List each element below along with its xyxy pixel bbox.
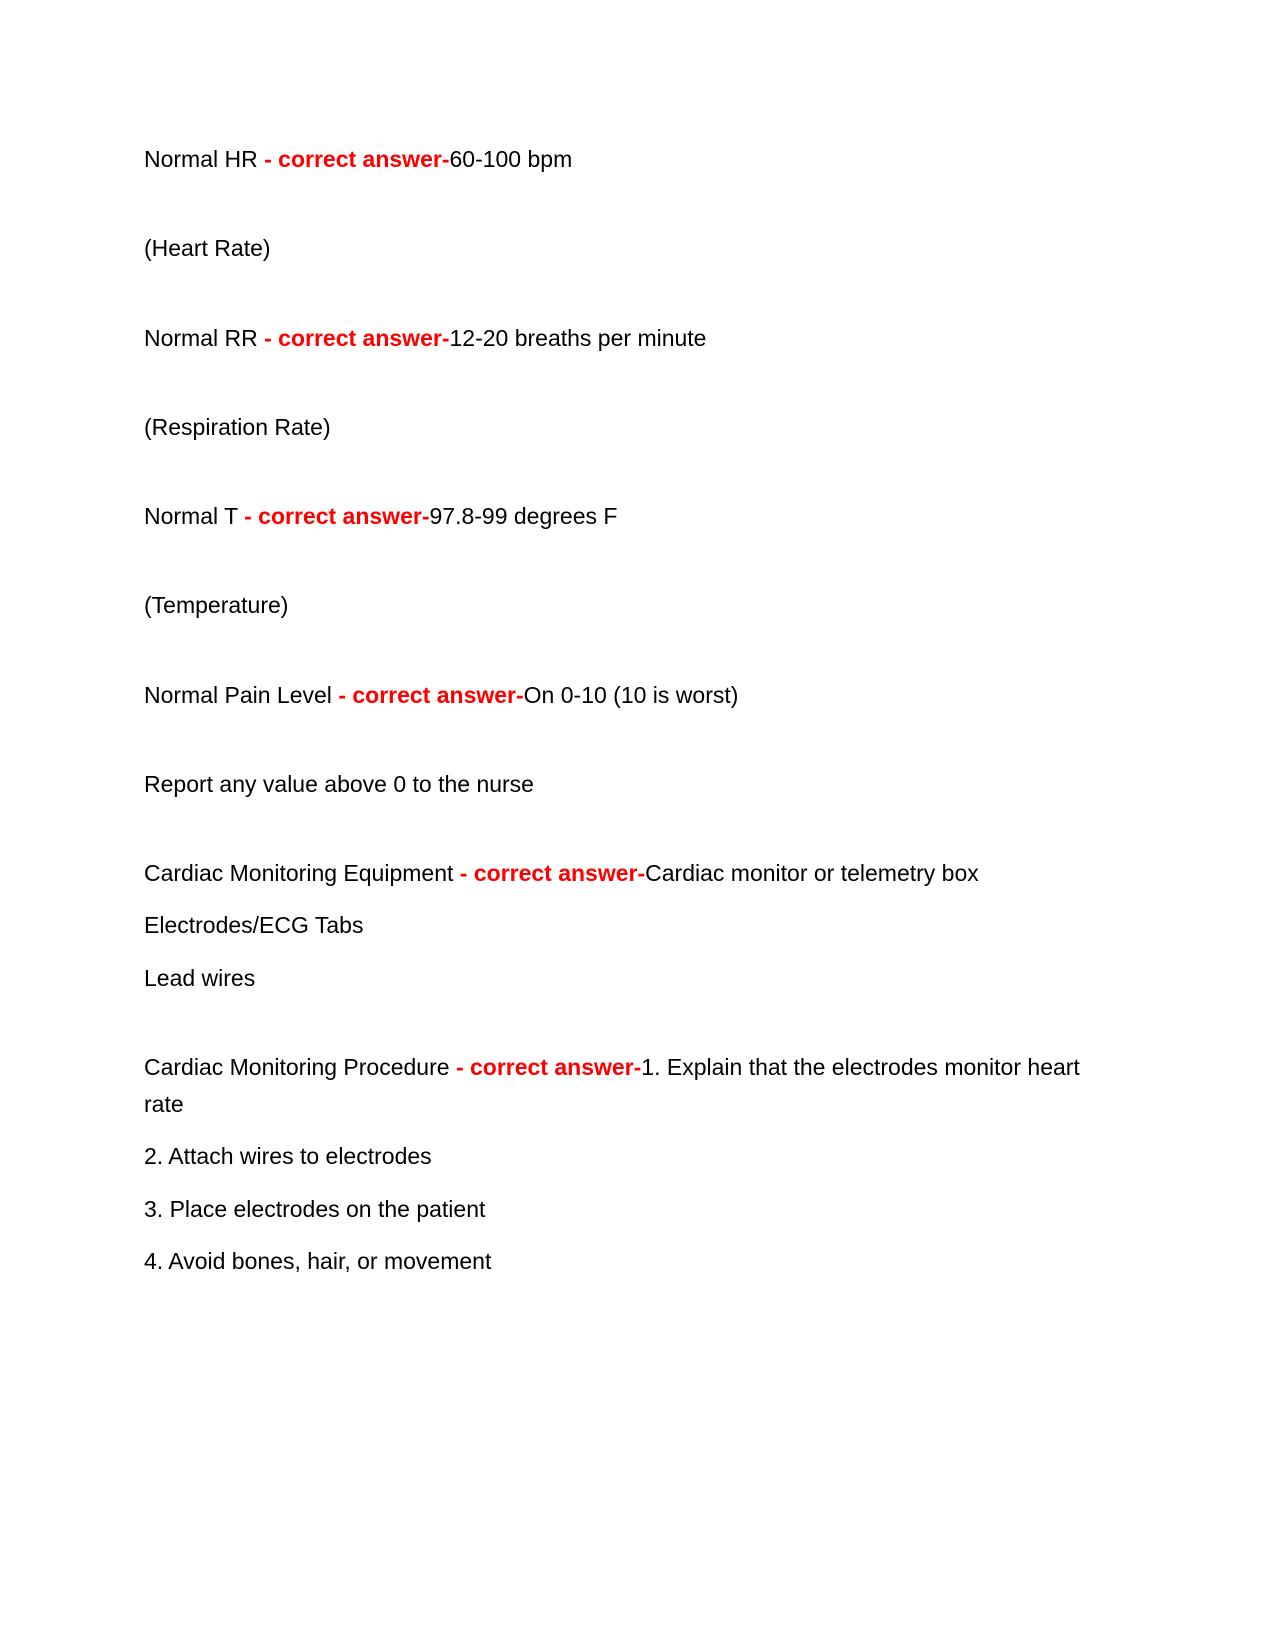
text-segment: Normal HR <box>144 146 265 172</box>
text-line <box>144 141 1125 178</box>
text-segment: 3. Place electrodes on the patient <box>144 1195 486 1222</box>
text-segment: Cardiac Monitoring Equipment <box>144 860 460 886</box>
text-segment: Electrodes/ECG Tabs <box>144 912 364 939</box>
text-segment: Report any value above 0 to the nurse <box>144 770 534 797</box>
paragraph-block <box>144 1049 1125 1280</box>
text-segment: (Respiration Rate) <box>144 413 331 440</box>
text-line <box>144 907 1125 944</box>
text-line <box>144 409 1125 446</box>
paragraph-block <box>144 320 1125 357</box>
text-line <box>144 230 1125 267</box>
paragraph-block <box>144 766 1125 803</box>
text-segment: 12-20 breaths per minute <box>449 324 707 351</box>
text-line <box>144 320 1125 357</box>
text-segment: 97.8-99 degrees F <box>429 503 618 529</box>
text-segment: (Temperature) <box>144 592 289 619</box>
text-line <box>144 855 1125 892</box>
text-segment: Normal T <box>144 503 245 529</box>
correct-answer-marker: - correct answer- <box>244 503 430 529</box>
text-segment: On 0-10 (10 is worst) <box>523 681 739 708</box>
correct-answer-marker: - correct answer- <box>264 146 450 172</box>
correct-answer-marker: - correct answer- <box>338 681 524 708</box>
text-segment: 60-100 bpm <box>449 146 573 172</box>
paragraph-block <box>144 141 1125 178</box>
text-line <box>144 1243 1125 1280</box>
text-line <box>144 677 1125 714</box>
text-segment: 1. Explain that the electrodes monitor heart rate <box>144 1053 1080 1117</box>
text-segment: Normal RR <box>144 324 265 351</box>
text-segment: (Heart Rate) <box>144 235 271 262</box>
text-segment: Cardiac Monitoring Procedure <box>144 1053 456 1080</box>
correct-answer-marker: - correct answer- <box>459 860 646 886</box>
text-line <box>144 1191 1125 1228</box>
text-segment: 4. Avoid bones, hair, or movement <box>144 1247 492 1274</box>
paragraph-block <box>144 677 1125 714</box>
paragraph-block <box>144 855 1125 997</box>
correct-answer-marker: - correct answer- <box>455 1053 642 1080</box>
paragraph-block <box>144 409 1125 446</box>
paragraph-block <box>144 587 1125 624</box>
text-segment: Normal Pain Level <box>144 681 339 708</box>
text-line <box>144 1049 1125 1124</box>
text-segment: 2. Attach wires to electrodes <box>144 1143 432 1170</box>
text-line <box>144 960 1125 997</box>
paragraph-block <box>144 230 1125 267</box>
correct-answer-marker: - correct answer- <box>264 324 450 351</box>
paragraph-block <box>144 498 1125 535</box>
text-line <box>144 1138 1125 1175</box>
text-segment: Lead wires <box>144 964 256 991</box>
text-line <box>144 766 1125 803</box>
text-line <box>144 587 1125 624</box>
text-line <box>144 498 1125 535</box>
text-segment: Cardiac monitor or telemetry box <box>645 860 979 886</box>
